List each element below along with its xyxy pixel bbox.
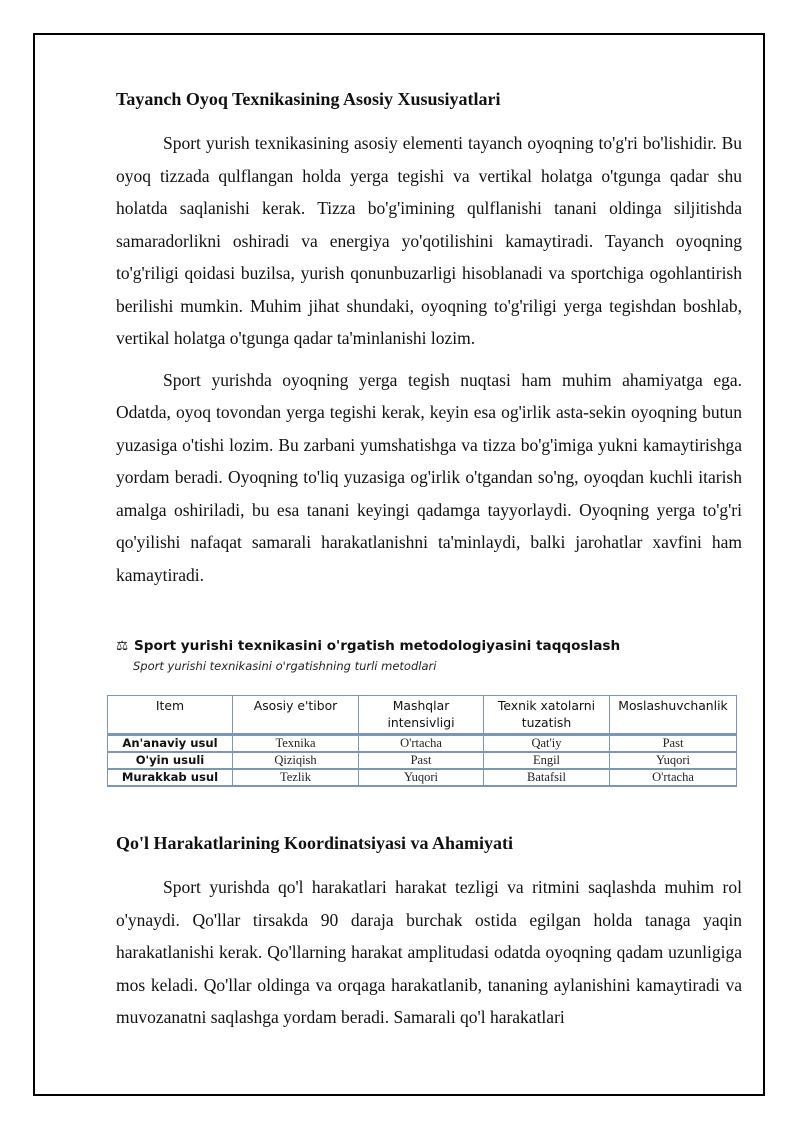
document-body (116, 86, 742, 591)
section-2 (116, 830, 742, 1034)
table-caption-text: Sport yurishi texnikasini o'rgatish metodologiyasini taqqoslash (134, 638, 621, 654)
comparison-table (107, 695, 737, 787)
section-title: Qo'l Harakatlarining Koordinatsiyasi va Ahamiyati (116, 833, 514, 853)
row-label: An'anaviy usul (108, 735, 233, 753)
column-header: Mashqlar intensivligi (359, 696, 484, 735)
table-caption (116, 638, 756, 654)
column-header: Moslashuvchanlik (610, 696, 737, 735)
table-cell: Tezlik (233, 769, 359, 786)
table-row (108, 735, 737, 753)
table-header-row (108, 696, 737, 735)
table-cell: Batafsil (484, 769, 610, 786)
column-header: Item (108, 696, 233, 735)
table-row (108, 769, 737, 786)
section-title: Tayanch Oyoq Texnikasining Asosiy Xususiyatlari (116, 89, 501, 109)
table-cell: Yuqori (359, 769, 484, 786)
table-caption-block (116, 638, 756, 673)
paragraph: Sport yurish texnikasining asosiy elementi tayanch oyoqning to'g'ri bo'lishidir. Bu oyoq tizzada qulflangan holda yerga tegishi va vertikal holatga o'tgunga qadar shu holatda saqlanishi kerak. Tizza bo'g'imining qulflanishi tanani oldinga siljitishda samaradorlikni oshiradi va energiya yo'qotilishini kamaytiradi. Tayanch oyoqning to'g'riligi qoidasi buzilsa, yurish qonunbuzarligi hisoblanadi va sportchiga ogohlantirish berilishi mumkin. Muhim jihat shundaki, oyoqning to'g'riligi yerga tegishdan boshlab, vertikal holatga o'tgunga qadar ta'minlanishi lozim. (116, 133, 742, 348)
paragraph: Sport yurishda oyoqning yerga tegish nuqtasi ham muhim ahamiyatga ega. Odatda, oyoq tovondan yerga tegishi kerak, keyin esa og'irlik asta-sekin oyoqning butun yuzasiga o'tishi lozim. Bu zarbani yumshatishga va tizza bo'g'imiga yukni kamaytirishga yordam beradi. Oyoqning to'liq yuzasiga og'irlik o'tgandan so'ng, oyoqdan kuchli itarish amalga oshiriladi, bu esa tanani keyingi qadamga tayyorlaydi. Oyoqning yerga to'g'ri qo'yilishi nafaqat samarali harakatlanishni ta'minlaydi, balki jarohatlar xavfini ham kamaytiradi. (116, 369, 742, 585)
table-cell: Texnika (233, 735, 359, 753)
table-cell: Qat'iy (484, 735, 610, 753)
table-cell: Engil (484, 752, 610, 769)
paragraph: Sport yurishda qo'l harakatlari harakat tezligi va ritmini saqlashda muhim rol o'ynaydi. Qo'llar tirsakda 90 daraja burchak ostida egilgan holda tanaga yaqin harakatlanishi kerak. Qo'llarning harakat amplitudasi odatda oyoqning qadam uzunligiga mos keladi. Qo'llar oldinga va orqaga harakatlanib, tananing aylanishini kamaytiradi va muvozanatni saqlashga yordam beradi. Samarali qo'l harakatlari (116, 877, 742, 1027)
table-row (108, 752, 737, 769)
table-cell: Past (610, 735, 737, 753)
table-cell: Qiziqish (233, 752, 359, 769)
table-cell: Yuqori (610, 752, 737, 769)
column-header: Texnik xatolarni tuzatish (484, 696, 610, 735)
column-header: Asosiy e'tibor (233, 696, 359, 735)
row-label: Murakkab usul (108, 769, 233, 786)
balance-scale-icon: ⚖ (116, 638, 129, 654)
row-label: O'yin usuli (108, 752, 233, 769)
table-cell: O'rtacha (610, 769, 737, 786)
table-subcaption: Sport yurishi texnikasini o'rgatishning turli metodlari (133, 659, 437, 673)
table-cell: Past (359, 752, 484, 769)
table-cell: O'rtacha (359, 735, 484, 753)
